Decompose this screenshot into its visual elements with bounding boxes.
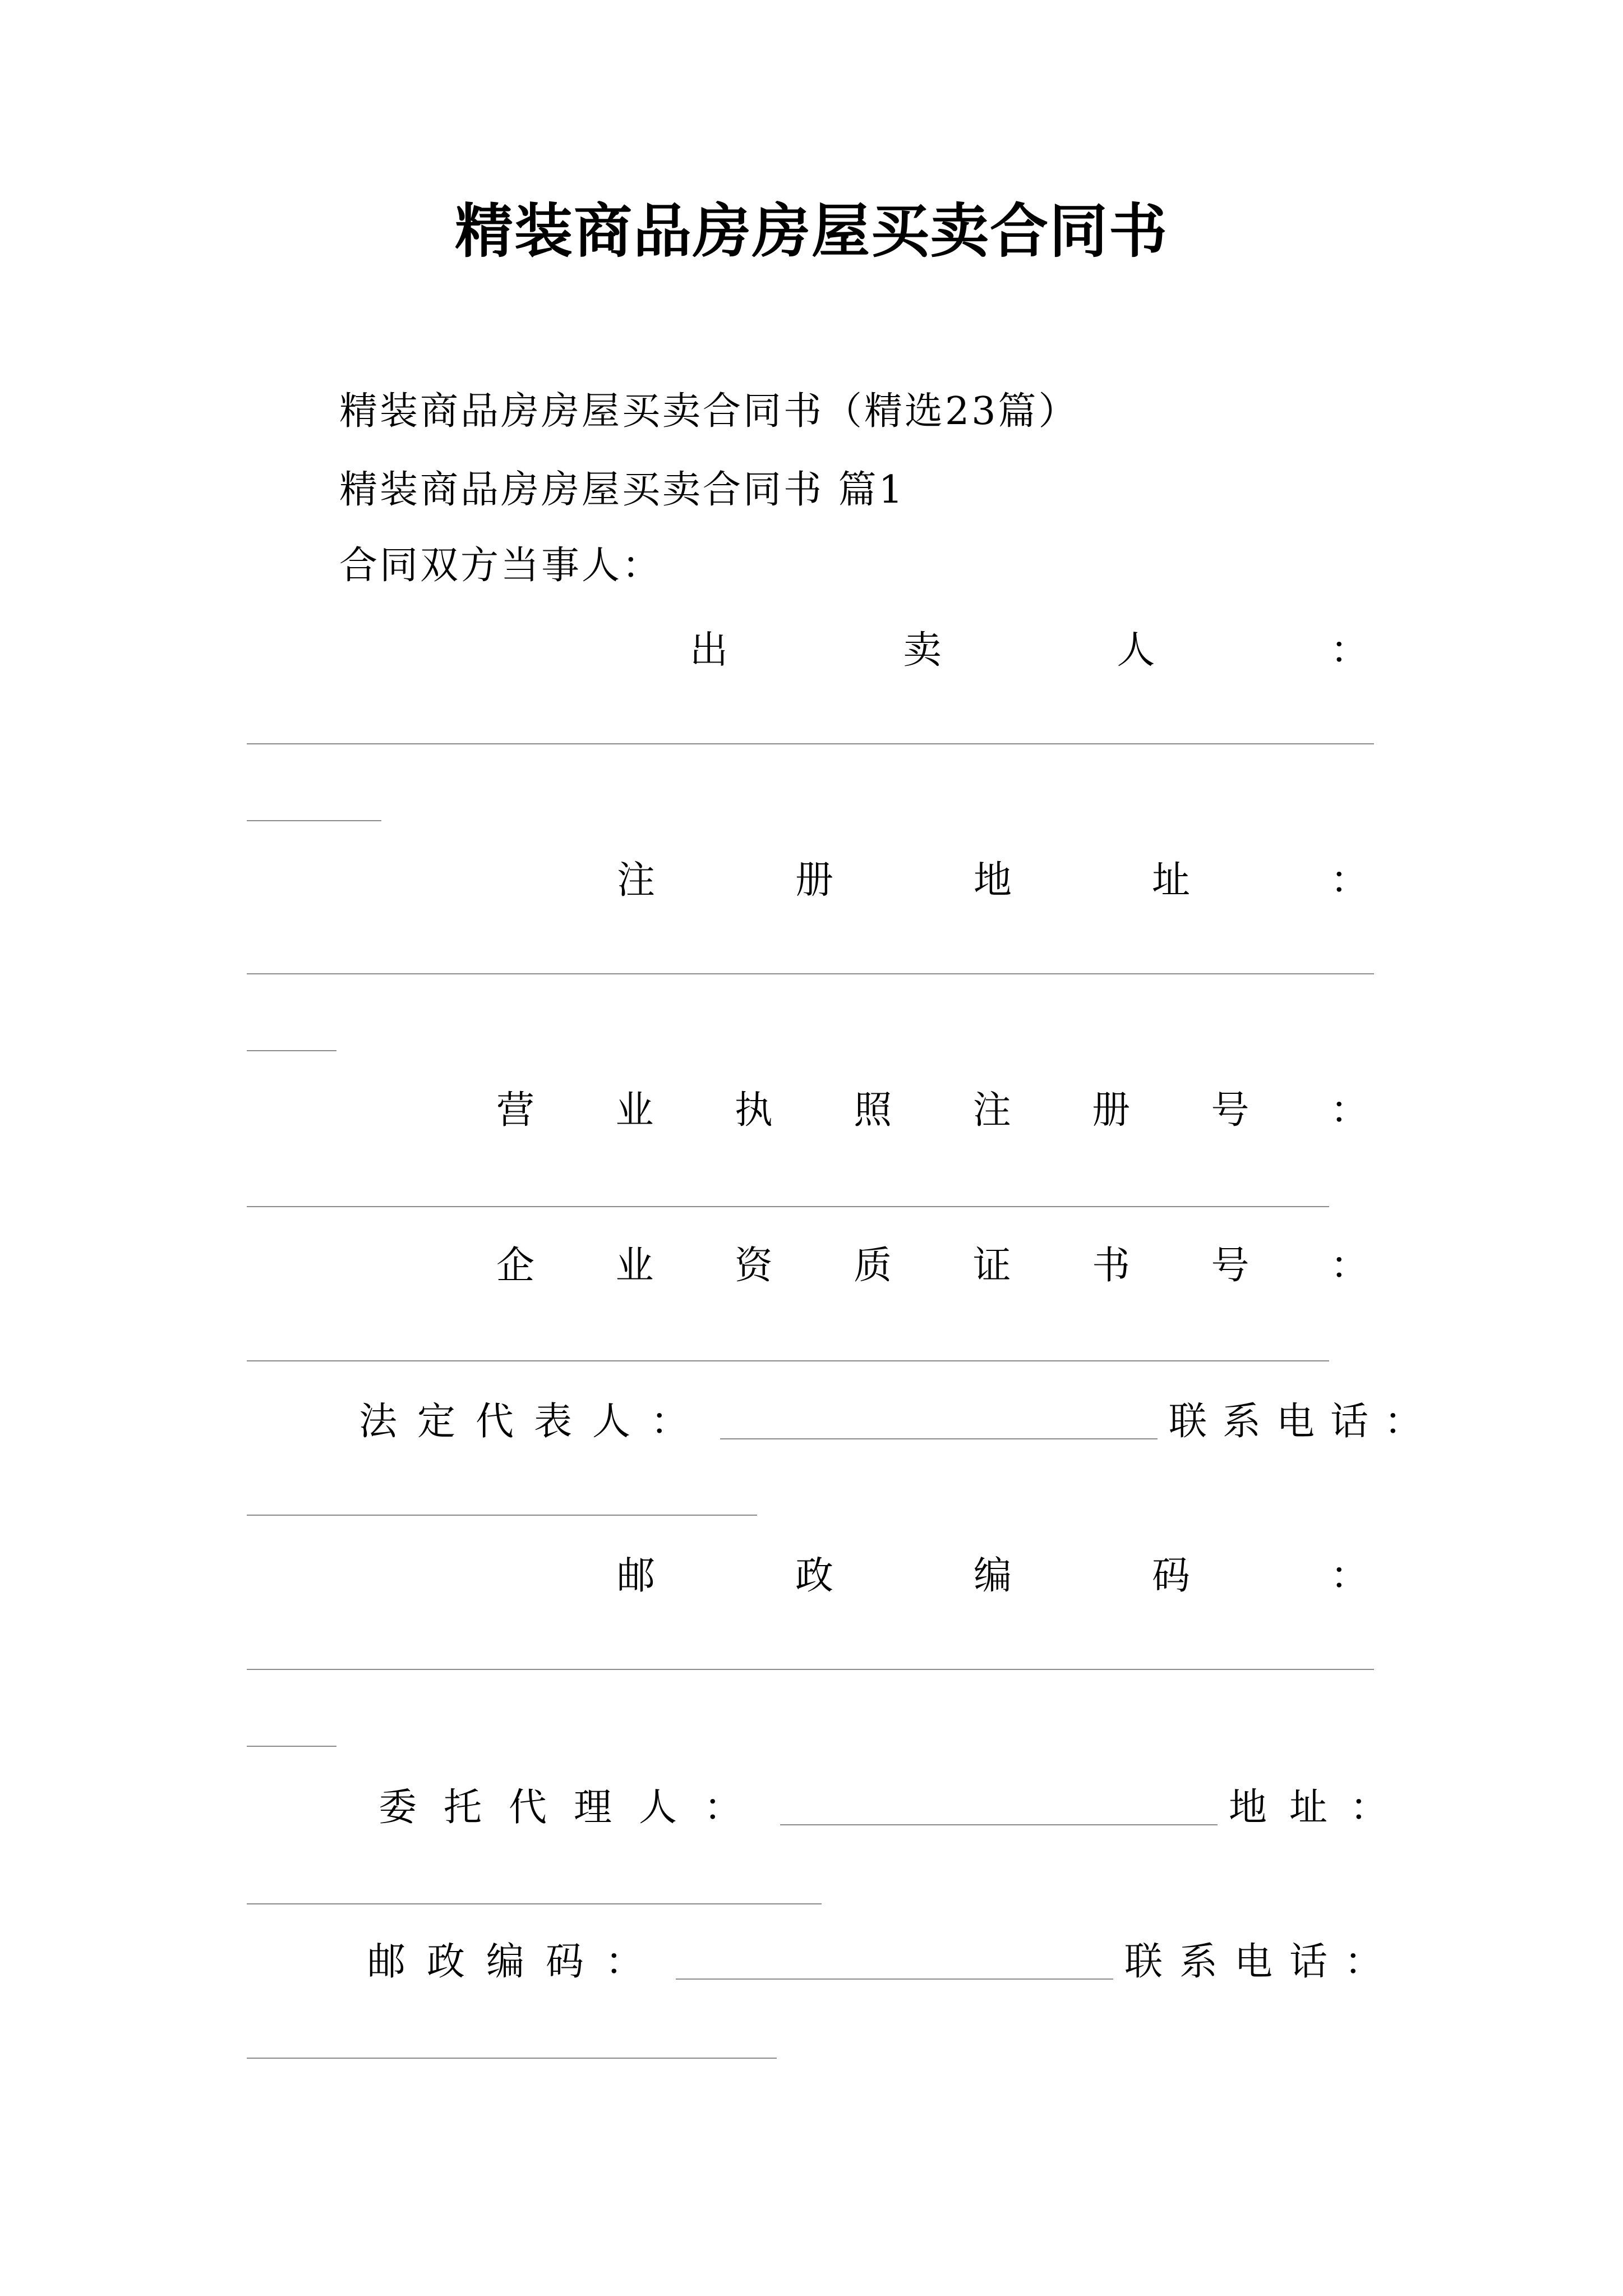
agent-address-label: 地址： bbox=[1229, 1786, 1411, 1830]
agent-contact-row bbox=[367, 1940, 1399, 1985]
legal-rep-row bbox=[359, 1400, 1438, 1444]
agent-blank[interactable] bbox=[780, 1791, 1218, 1825]
label-char: 册 bbox=[1092, 1088, 1131, 1133]
legal-rep-blank[interactable] bbox=[720, 1405, 1158, 1439]
label-colon: ： bbox=[1330, 1244, 1368, 1288]
postcode-blank-line[interactable] bbox=[247, 1669, 1374, 1670]
agent-address-blank-line[interactable] bbox=[247, 1903, 822, 1904]
seller-label bbox=[690, 628, 1368, 673]
label-char: 执 bbox=[734, 1088, 773, 1133]
intro-line-2: 精装商品房房屋买卖合同书 篇1 bbox=[339, 468, 905, 512]
label-char: 卖 bbox=[903, 628, 942, 673]
label-char: 编 bbox=[973, 1554, 1012, 1598]
label-char: 业 bbox=[615, 1244, 654, 1288]
label-char: 营 bbox=[496, 1088, 535, 1133]
legal-rep-label: 法定代表人： bbox=[359, 1400, 709, 1444]
label-char: 注 bbox=[617, 858, 656, 903]
reg-address-label bbox=[617, 858, 1368, 903]
license-no-blank-line[interactable] bbox=[247, 1206, 1329, 1207]
label-char: 质 bbox=[854, 1244, 892, 1288]
agent-phone-label: 联系电话： bbox=[1124, 1940, 1400, 1984]
agent-label: 委托代理人： bbox=[379, 1786, 769, 1830]
agent-phone-blank-line[interactable] bbox=[247, 2058, 777, 2059]
license-no-label bbox=[496, 1088, 1368, 1133]
label-char: 出 bbox=[690, 628, 728, 673]
intro-line-3: 合同双方当事人： bbox=[339, 544, 663, 588]
agent-postcode-blank[interactable] bbox=[676, 1945, 1113, 1980]
label-colon: ： bbox=[1330, 628, 1368, 673]
label-char: 业 bbox=[615, 1088, 654, 1133]
label-char: 资 bbox=[734, 1244, 773, 1288]
legal-rep-phone-blank-line[interactable] bbox=[247, 1515, 757, 1516]
label-char: 地 bbox=[973, 858, 1012, 903]
agent-postcode-label: 邮政编码： bbox=[367, 1940, 665, 1984]
intro-line-1: 精装商品房房屋买卖合同书（精选23篇） bbox=[339, 389, 1079, 434]
label-char: 号 bbox=[1211, 1088, 1249, 1133]
label-colon: ： bbox=[1330, 1088, 1368, 1133]
label-colon: ： bbox=[1330, 1554, 1368, 1598]
label-char: 册 bbox=[795, 858, 833, 903]
label-colon: ： bbox=[1330, 858, 1368, 903]
seller-blank-line-cont[interactable] bbox=[247, 820, 381, 821]
label-char: 码 bbox=[1151, 1554, 1190, 1598]
label-char: 证 bbox=[972, 1244, 1011, 1288]
reg-address-blank-line[interactable] bbox=[247, 973, 1374, 974]
label-char: 号 bbox=[1211, 1244, 1249, 1288]
postcode-blank-line-cont[interactable] bbox=[247, 1746, 336, 1747]
qualification-no-blank-line[interactable] bbox=[247, 1360, 1329, 1361]
label-char: 人 bbox=[1117, 628, 1155, 673]
label-char: 企 bbox=[496, 1244, 535, 1288]
label-char: 址 bbox=[1151, 858, 1190, 903]
label-char: 书 bbox=[1092, 1244, 1131, 1288]
reg-address-blank-line-cont[interactable] bbox=[247, 1050, 336, 1051]
legal-rep-phone-label: 联系电话： bbox=[1169, 1400, 1438, 1444]
postcode-label bbox=[617, 1554, 1368, 1599]
label-char: 注 bbox=[972, 1088, 1011, 1133]
document-title: 精装商品房房屋买卖合同书 bbox=[454, 196, 1168, 265]
seller-blank-line[interactable] bbox=[247, 743, 1374, 744]
label-char: 邮 bbox=[617, 1554, 656, 1598]
qualification-no-label bbox=[496, 1244, 1368, 1289]
label-char: 政 bbox=[795, 1554, 833, 1598]
agent-row bbox=[379, 1786, 1410, 1830]
label-char: 照 bbox=[854, 1088, 892, 1133]
